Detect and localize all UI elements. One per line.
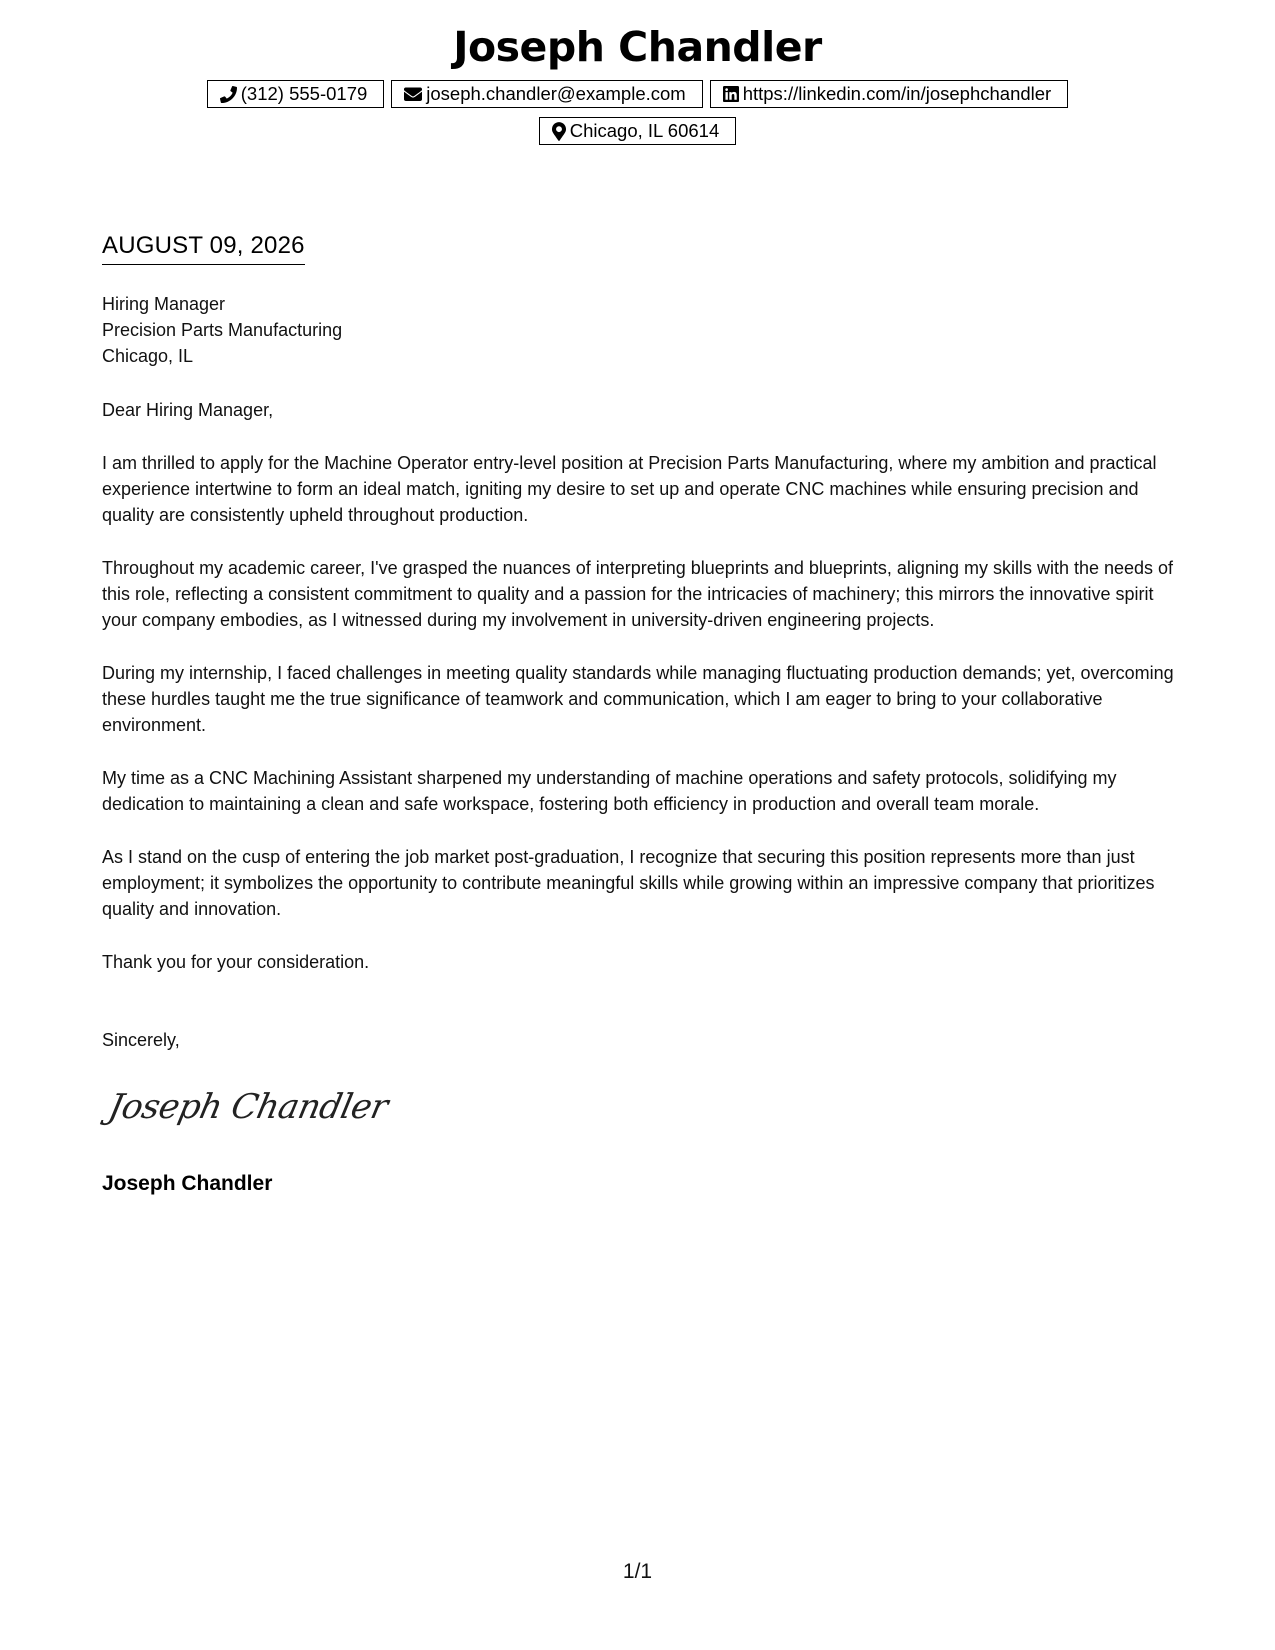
svg-text:Joseph Chandler: Joseph Chandler (105, 1087, 392, 1127)
body-paragraph: Throughout my academic career, I've grasped the nuances of interpreting blueprints and blueprints, aligning my skills with the needs of this role, reflecting a consistent commitment to quality and a passion for the intricacies of machinery; this mirrors the innovative spirit your company embodies, as I witnessed during my involvement in university-driven engineering projects. (102, 558, 1174, 631)
thank-you-line: Thank you for your consideration. (102, 952, 370, 972)
email-text: joseph.chandler@example.com (426, 83, 686, 104)
map-marker-icon (552, 122, 566, 141)
handwritten-signature (105, 1080, 392, 1145)
page-number: 1/1 (622, 1560, 653, 1583)
phone-icon (220, 86, 237, 103)
linkedin-contact[interactable] (710, 80, 1069, 108)
body-paragraph: During my internship, I faced challenges in meeting quality standards while managing fluctuating production demands; yet, overcoming these hurdles taught me the true significance of teamwork and communication, which I am eager to bring to your collaborative environment. (102, 663, 1174, 736)
body-paragraph: As I stand on the cusp of entering the job market post-graduation, I recognize that securing this position represents more than just employment; it symbolizes the opportunity to contribute meaningful skills while growing within an impressive company that prioritizes quality and innovation. (102, 847, 1155, 920)
signed-name: Joseph Chandler (102, 1172, 273, 1195)
linkedin-icon (723, 86, 739, 102)
salutation: Dear Hiring Manager, (102, 400, 274, 420)
email-contact[interactable] (391, 80, 702, 108)
letter-date: AUGUST 09, 2026 (102, 232, 305, 265)
recipient-location: Chicago, IL (102, 346, 194, 366)
body-paragraph: My time as a CNC Machining Assistant sharpened my understanding of machine operations and safety protocols, solidifying my dedication to maintaining a clean and safe workspace, fostering both efficiency in production and overall team morale. (102, 768, 1117, 815)
applicant-name: Joseph Chandler (453, 23, 822, 71)
location-contact[interactable] (539, 117, 736, 145)
envelope-icon (404, 87, 422, 102)
phone-contact[interactable] (207, 80, 385, 108)
body-paragraph: I am thrilled to apply for the Machine Operator entry-level position at Precision Parts Manufacturing, where my ambition and practical experience intertwine to form an ideal match, igniting my desire to set up and operate CNC machines while ensuring precision and quality are consistently upheld throughout production. (102, 453, 1157, 526)
linkedin-text: https://linkedin.com/in/josephchandler (742, 83, 1052, 104)
contact-location-row (0, 117, 1275, 145)
location-text: Chicago, IL 60614 (569, 120, 720, 141)
closing: Sincerely, (102, 1030, 180, 1050)
recipient-block (102, 291, 1182, 369)
phone-text: (312) 555-0179 (240, 83, 368, 104)
recipient-title: Hiring Manager (102, 294, 226, 314)
contact-info-row (0, 80, 1275, 108)
recipient-company: Precision Parts Manufacturing (102, 320, 343, 340)
